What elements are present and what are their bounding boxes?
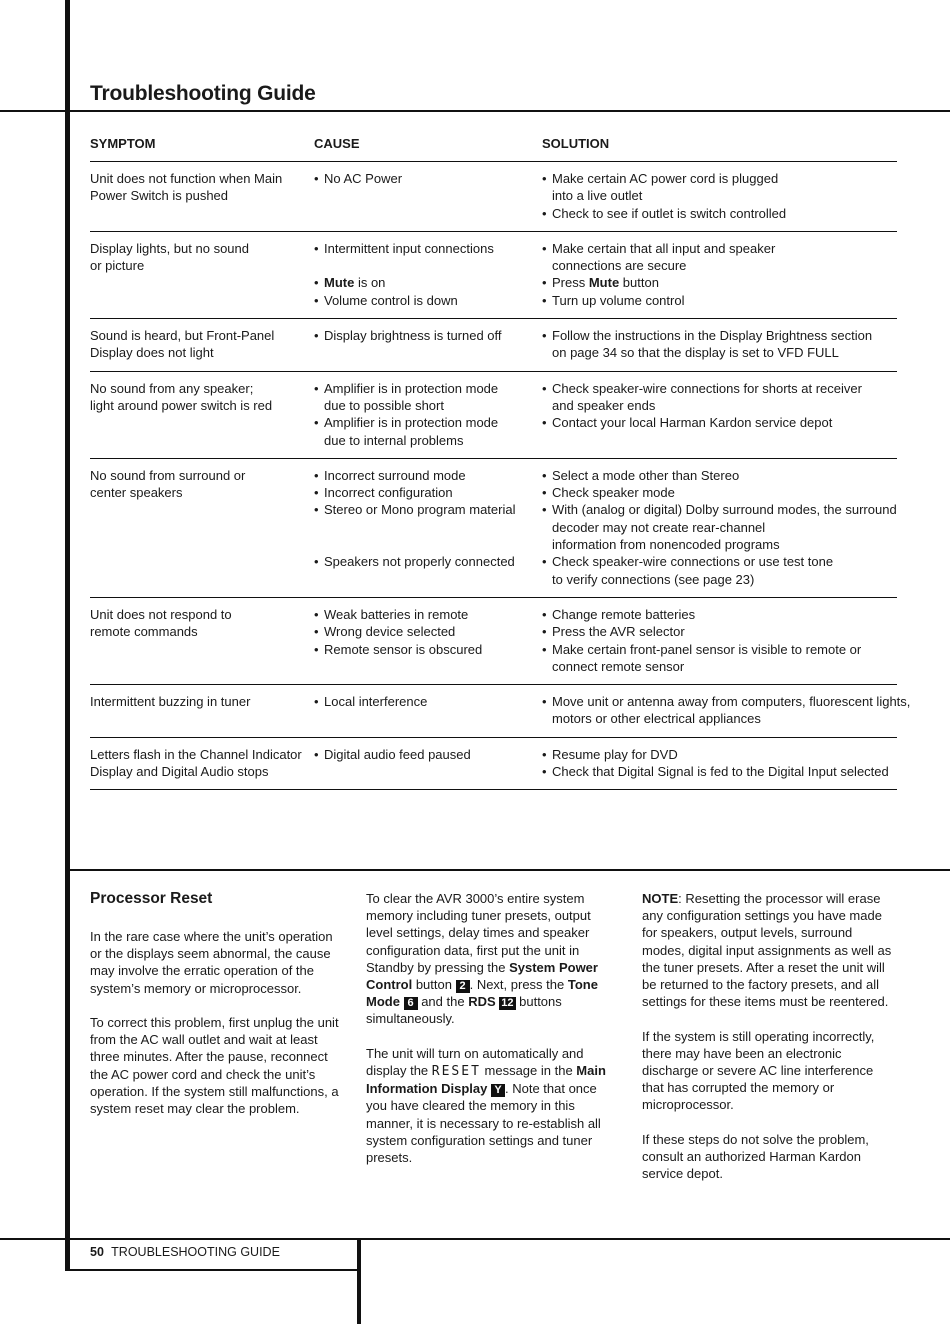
button-2-icon: 2 bbox=[456, 980, 470, 993]
solution-cell bbox=[542, 240, 897, 309]
table-row bbox=[90, 162, 897, 232]
page-number: 50 bbox=[90, 1245, 104, 1259]
solution-cell bbox=[542, 693, 911, 728]
solution-line: • Make certain that all input and speaker bbox=[542, 240, 897, 257]
symptom-cell bbox=[90, 606, 314, 675]
cause-line: • Wrong device selected bbox=[314, 623, 542, 640]
cause-line: • Local interference bbox=[314, 693, 542, 710]
solution-cell bbox=[542, 327, 897, 362]
cause-cell bbox=[314, 240, 542, 309]
cause-line: due to internal problems bbox=[324, 432, 464, 448]
page-title: Troubleshooting Guide bbox=[90, 82, 316, 105]
solution-line: • Check speaker-wire connections or use test tone bbox=[542, 553, 897, 570]
solution-line: • Check speaker mode bbox=[542, 484, 897, 501]
section-rule bbox=[65, 869, 950, 871]
solution-line: • Turn up volume control bbox=[542, 292, 897, 309]
header-solution: SOLUTION bbox=[542, 136, 610, 151]
solution-cell bbox=[542, 467, 897, 588]
solution-line: information from nonencoded programs bbox=[552, 537, 780, 553]
solution-line: • With (analog or digital) Dolby surround modes, the surround bbox=[542, 501, 897, 518]
cause-cell bbox=[314, 327, 542, 362]
lcd-reset-message: RESET bbox=[431, 1064, 481, 1080]
symptom-cell bbox=[90, 746, 314, 781]
symptom-cell bbox=[90, 240, 314, 309]
solution-cell bbox=[542, 380, 897, 449]
footer-divider-bar bbox=[357, 1240, 361, 1324]
table-row bbox=[90, 319, 897, 372]
cause-line: • Amplifier is in protection mode bbox=[314, 414, 542, 431]
cause-cell bbox=[314, 380, 542, 449]
page-footer bbox=[90, 1245, 280, 1259]
cause-cell bbox=[314, 170, 542, 222]
table-row bbox=[90, 685, 911, 738]
symptom-line: Intermittent buzzing in tuner bbox=[90, 694, 251, 710]
cause-line bbox=[314, 519, 542, 536]
table-row bbox=[90, 738, 897, 791]
title-rule bbox=[0, 110, 950, 112]
solution-line: • Press Mute button bbox=[542, 274, 897, 291]
symptom-line: No sound from surround or bbox=[90, 467, 246, 483]
symptom-line: Power Switch is pushed bbox=[90, 188, 229, 204]
symptom-line: Display does not light bbox=[90, 345, 214, 361]
table-row bbox=[90, 598, 897, 685]
paragraph: If these steps do not solve the problem, consult an authorized Harman Kardon service depot. bbox=[642, 1131, 869, 1182]
symptom-line: Unit does not function when Main bbox=[90, 171, 283, 186]
processor-reset-col3 bbox=[642, 890, 898, 1200]
symptom-line: No sound from any speaker; bbox=[90, 380, 254, 396]
table-row bbox=[90, 459, 897, 598]
header-symptom: SYMPTOM bbox=[90, 136, 156, 151]
solution-cell bbox=[542, 746, 897, 781]
solution-line: • Make certain front-panel sensor is visible to remote or bbox=[542, 641, 897, 658]
solution-line: • Contact your local Harman Kardon service depot bbox=[542, 414, 897, 431]
symptom-line: Letters flash in the Channel Indicator bbox=[90, 746, 302, 762]
header-cause: CAUSE bbox=[314, 136, 360, 151]
symptom-cell bbox=[90, 693, 314, 728]
paragraph: To correct this problem, first unplug the unit from the AC wall outlet and wait at least three minutes. After the pause, reconnect the AC power cord and check the unit’s operation. If the system still malfunctions, a system reset may clear the problem. bbox=[90, 1015, 339, 1117]
cause-line: • Incorrect configuration bbox=[314, 484, 542, 501]
symptom-line: Display and Digital Audio stops bbox=[90, 764, 269, 780]
solution-line: on page 34 so that the display is set to VFD FULL bbox=[552, 345, 839, 361]
cause-line: • Digital audio feed paused bbox=[314, 746, 542, 763]
troubleshooting-table bbox=[90, 134, 911, 790]
cause-line: • Incorrect surround mode bbox=[314, 467, 542, 484]
symptom-line: or picture bbox=[90, 258, 145, 274]
cause-line bbox=[314, 257, 542, 274]
cause-line: • Volume control is down bbox=[314, 292, 542, 309]
solution-line: to verify connections (see page 23) bbox=[552, 571, 755, 587]
solution-line: • Check speaker-wire connections for shorts at receiver bbox=[542, 380, 897, 397]
cause-cell bbox=[314, 467, 542, 588]
table-body bbox=[90, 162, 911, 790]
processor-reset-col2 bbox=[366, 890, 620, 1183]
paragraph: The unit will turn on automatically and display the RESET message in the Main Information Display Y . Note that once you have cleared the memory in this manner, it is necessary to re-establish all system configuration settings and tuner presets. bbox=[366, 1045, 606, 1166]
solution-line: motors or other electrical appliances bbox=[552, 711, 761, 727]
cause-line: • Intermittent input connections bbox=[314, 240, 542, 257]
button-12-icon: 12 bbox=[501, 997, 514, 1010]
solution-line: connect remote sensor bbox=[552, 658, 685, 674]
solution-line: • Check to see if outlet is switch controlled bbox=[542, 205, 897, 222]
button-6-icon: 6 bbox=[404, 997, 418, 1010]
footer-section-label: TROUBLESHOOTING GUIDE bbox=[111, 1245, 280, 1259]
section-heading: Processor Reset bbox=[90, 890, 213, 907]
paragraph: In the rare case where the unit’s operation or the displays seem abnormal, the cause may involve the erratic operation of the system’s memory or microprocessor. bbox=[90, 929, 333, 996]
paragraph: NOTE: Resetting the processor will erase any configuration settings you have made for speakers, output levels, surround modes, digital input assignments as well as the tuner presets. After a reset the unit will be returned to the factory presets, and all settings for these items must be reentered. bbox=[642, 891, 892, 1010]
footer-rule-top bbox=[0, 1238, 950, 1240]
symptom-line: center speakers bbox=[90, 485, 183, 501]
symptom-line: Sound is heard, but Front-Panel bbox=[90, 328, 275, 344]
cause-line: • Display brightness is turned off bbox=[314, 327, 542, 344]
symptom-cell bbox=[90, 170, 314, 222]
footer-rule-bottom bbox=[65, 1269, 359, 1271]
solution-line: • Follow the instructions in the Display Brightness section bbox=[542, 327, 897, 344]
symptom-line: light around power switch is red bbox=[90, 397, 273, 413]
symptom-cell bbox=[90, 327, 314, 362]
button-y-icon: Y bbox=[491, 1084, 505, 1097]
solution-cell bbox=[542, 170, 897, 222]
cause-line: • Mute is on bbox=[314, 274, 542, 291]
cause-cell bbox=[314, 693, 542, 728]
solution-line: into a live outlet bbox=[552, 188, 643, 204]
table-row bbox=[90, 232, 897, 319]
symptom-cell bbox=[90, 467, 314, 588]
processor-reset-col1 bbox=[90, 888, 346, 1134]
cause-line: due to possible short bbox=[324, 397, 444, 413]
paragraph: To clear the AVR 3000’s entire system memory including tuner presets, output level settings, delay times and speaker configuration data, first put the unit in Standby by pressing the System Power Control button 2 . Next, press the Tone Mode 6 and the RDS 12 buttons simultaneously. bbox=[366, 891, 598, 1027]
solution-line: • Select a mode other than Stereo bbox=[542, 467, 897, 484]
symptom-cell bbox=[90, 380, 314, 449]
cause-line: • Speakers not properly connected bbox=[314, 553, 542, 570]
cause-cell bbox=[314, 746, 542, 781]
solution-cell bbox=[542, 606, 897, 675]
solution-line: • Resume play for DVD bbox=[542, 746, 897, 763]
cause-line bbox=[314, 536, 542, 553]
solution-line: • Move unit or antenna away from computers, fluorescent lights, bbox=[542, 693, 897, 710]
solution-line: connections are secure bbox=[552, 258, 687, 274]
symptom-line: Display lights, but no sound bbox=[90, 240, 249, 256]
solution-line: and speaker ends bbox=[552, 397, 656, 413]
left-margin-bar bbox=[65, 0, 70, 1271]
cause-cell bbox=[314, 606, 542, 675]
solution-line: • Change remote batteries bbox=[542, 606, 897, 623]
solution-line: • Make certain AC power cord is plugged bbox=[542, 170, 897, 187]
paragraph: If the system is still operating incorrectly, there may have been an electronic discharge or severe AC line interference that has corrupted the memory or microprocessor. bbox=[642, 1028, 875, 1113]
solution-line: decoder may not create rear-channel bbox=[552, 519, 766, 535]
symptom-line: remote commands bbox=[90, 624, 198, 640]
table-header bbox=[90, 134, 897, 162]
cause-line: • Remote sensor is obscured bbox=[314, 641, 542, 658]
cause-line: • Stereo or Mono program material bbox=[314, 501, 542, 518]
symptom-line: Unit does not respond to bbox=[90, 606, 232, 622]
cause-line: • No AC Power bbox=[314, 170, 542, 187]
cause-line: • Weak batteries in remote bbox=[314, 606, 542, 623]
table-row bbox=[90, 372, 897, 459]
solution-line: • Check that Digital Signal is fed to the Digital Input selected bbox=[542, 763, 897, 780]
solution-line: • Press the AVR selector bbox=[542, 623, 897, 640]
cause-line: • Amplifier is in protection mode bbox=[314, 380, 542, 397]
